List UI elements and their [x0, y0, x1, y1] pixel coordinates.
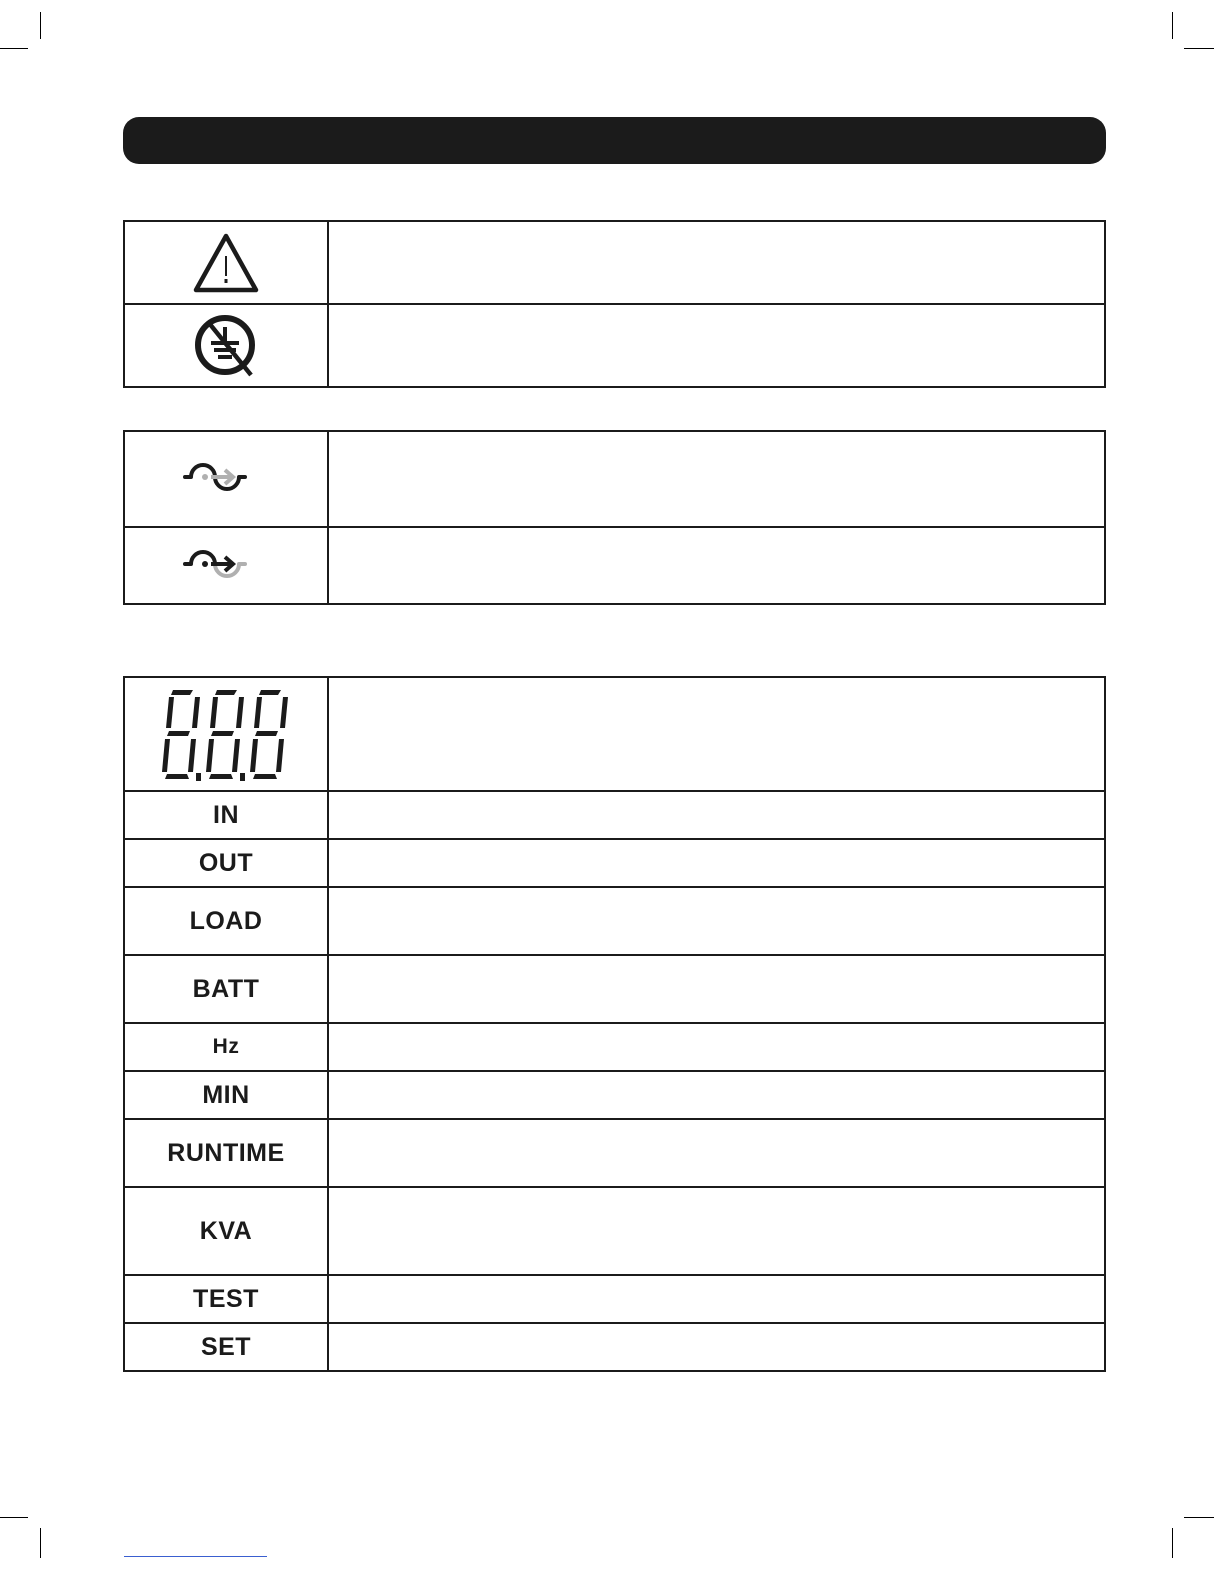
indicator-label-in: IN [213, 800, 239, 829]
table-row [124, 677, 1105, 791]
table-row [124, 1323, 1105, 1371]
alarm-symbols-table [123, 220, 1106, 388]
crop-mark [1172, 12, 1173, 39]
icon-cell [124, 304, 328, 387]
table-row [124, 791, 1105, 839]
footer-link-underline [124, 1556, 267, 1557]
indicator-label-cell [124, 1275, 328, 1323]
indicator-label-cell [124, 1323, 328, 1371]
indicator-label-cell [124, 791, 328, 839]
power-mode-table [123, 430, 1106, 605]
table-row [124, 1187, 1105, 1275]
icon-cell [124, 527, 328, 604]
description-cell [328, 1187, 1105, 1275]
table-row [124, 527, 1105, 604]
ac-line-mode-icon [181, 459, 271, 499]
indicator-label-cell [124, 955, 328, 1023]
indicator-label-min: MIN [202, 1080, 250, 1109]
indicator-label-out: OUT [198, 848, 254, 877]
indicator-label-test: TEST [193, 1284, 259, 1313]
lcd-indicators-table [123, 676, 1106, 1372]
section-header-bar [123, 117, 1106, 164]
table-row [124, 887, 1105, 955]
indicator-label-cell [124, 1071, 328, 1119]
description-cell [328, 791, 1105, 839]
description-cell [328, 1275, 1105, 1323]
description-cell [328, 677, 1105, 791]
description-cell [328, 839, 1105, 887]
description-cell [328, 1323, 1105, 1371]
indicator-label-cell [124, 1187, 328, 1275]
description-cell [328, 955, 1105, 1023]
crop-mark [0, 48, 28, 49]
no-ground-icon [193, 313, 259, 379]
table-row [124, 839, 1105, 887]
crop-mark [0, 1517, 28, 1518]
description-cell [328, 431, 1105, 527]
crop-mark [40, 12, 41, 39]
indicator-label-batt: BATT [192, 974, 260, 1003]
description-cell [328, 527, 1105, 604]
table-row [124, 1071, 1105, 1119]
crop-mark [40, 1528, 41, 1558]
crop-mark [1184, 1517, 1214, 1518]
indicator-label-hz: Hz [212, 1035, 240, 1058]
battery-mode-icon [181, 546, 271, 586]
description-cell [328, 887, 1105, 955]
table-row [124, 304, 1105, 387]
description-cell [328, 304, 1105, 387]
table-row [124, 955, 1105, 1023]
icon-cell [124, 677, 328, 791]
description-cell [328, 1071, 1105, 1119]
indicator-label-cell [124, 1023, 328, 1071]
description-cell [328, 1023, 1105, 1071]
indicator-label-runtime: RUNTIME [167, 1138, 285, 1167]
table-row [124, 1023, 1105, 1071]
seven-segment-display-icon [160, 684, 292, 784]
icon-cell [124, 221, 328, 304]
icon-cell [124, 431, 328, 527]
indicator-label-cell [124, 1119, 328, 1187]
warning-triangle-icon [193, 232, 259, 294]
indicator-label-cell [124, 839, 328, 887]
table-row [124, 431, 1105, 527]
table-row [124, 1275, 1105, 1323]
table-row [124, 1119, 1105, 1187]
table-row [124, 221, 1105, 304]
indicator-label-load: LOAD [189, 906, 263, 935]
indicator-label-set: SET [200, 1332, 252, 1361]
indicator-label-cell [124, 887, 328, 955]
description-cell [328, 1119, 1105, 1187]
crop-mark [1172, 1528, 1173, 1558]
indicator-label-kva: KVA [199, 1216, 253, 1245]
description-cell [328, 221, 1105, 304]
crop-mark [1184, 48, 1214, 49]
